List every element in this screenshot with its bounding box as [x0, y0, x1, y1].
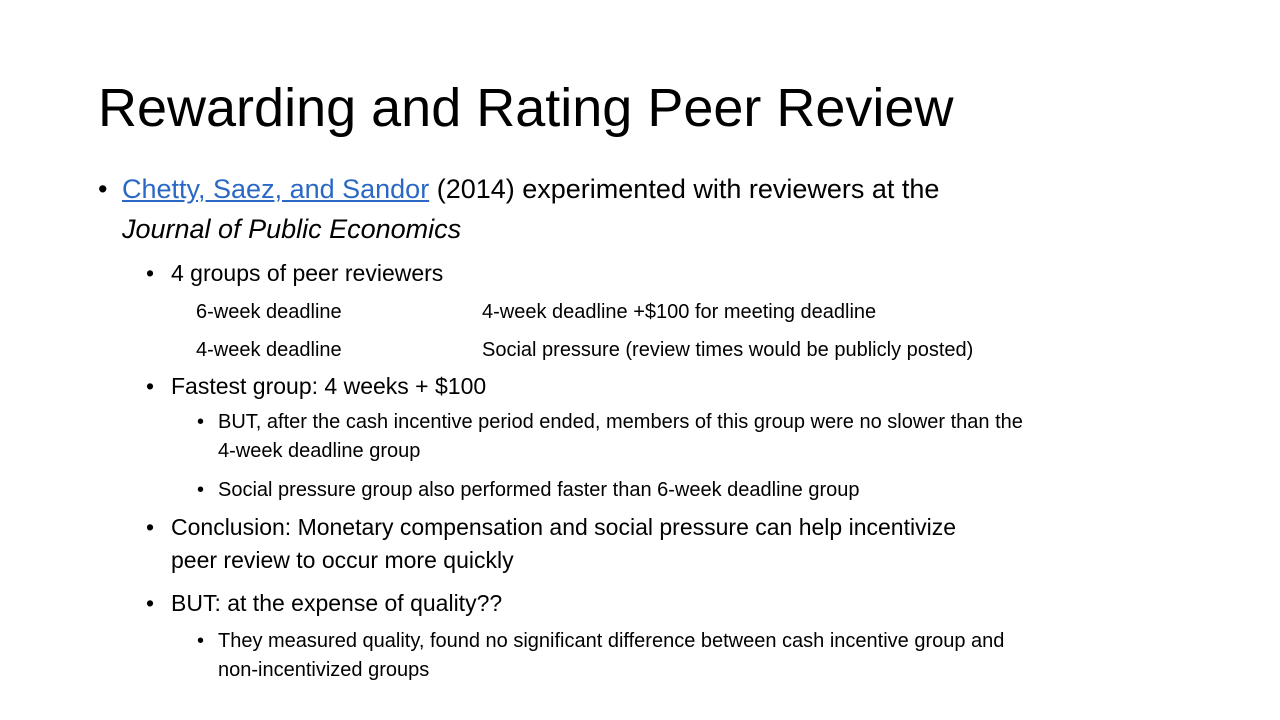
- bullet-conclusion-cont: peer review to occur more quickly: [171, 547, 514, 573]
- bullet-marker: •: [98, 174, 108, 204]
- journal-name: Journal of Public Economics: [122, 214, 462, 244]
- bullet-marker: •: [146, 260, 155, 286]
- bullet-measured-quality: They measured quality, found no significant difference between cash incentive group and: [218, 630, 1005, 652]
- bullet-fastest: Fastest group: 4 weeks + $100: [171, 373, 487, 399]
- study-text: (2014) experimented with reviewers at the: [429, 174, 940, 204]
- bullet-marker: •: [146, 590, 155, 616]
- slide-title: Rewarding and Rating Peer Review: [98, 78, 954, 138]
- group-cell: Social pressure (review times would be publicly posted): [482, 339, 974, 361]
- bullet-but-cash-cont: 4-week deadline group: [218, 440, 421, 462]
- bullet-marker: •: [146, 514, 155, 540]
- bullet-but-cash: BUT, after the cash incentive period ended, members of this group were no slower than the: [218, 411, 1023, 433]
- bullet-quality: BUT: at the expense of quality??: [171, 590, 503, 616]
- bullet-study: [122, 172, 939, 207]
- citation-link[interactable]: Chetty, Saez, and Sandor: [122, 174, 430, 204]
- bullet-marker: •: [197, 630, 205, 652]
- bullet-marker: •: [197, 479, 205, 501]
- bullet-conclusion: Conclusion: Monetary compensation and social pressure can help incentivize: [171, 514, 956, 540]
- group-cell: 4-week deadline +$100 for meeting deadline: [482, 301, 877, 323]
- bullet-social-pressure: Social pressure group also performed faster than 6-week deadline group: [218, 479, 860, 501]
- group-cell: 4-week deadline: [196, 339, 342, 361]
- bullet-groups: 4 groups of peer reviewers: [171, 260, 444, 286]
- group-cell: 6-week deadline: [196, 301, 342, 323]
- bullet-measured-quality-cont: non-incentivized groups: [218, 659, 430, 681]
- bullet-marker: •: [146, 373, 155, 399]
- journal-name-line: [122, 212, 461, 247]
- bullet-marker: •: [197, 411, 205, 433]
